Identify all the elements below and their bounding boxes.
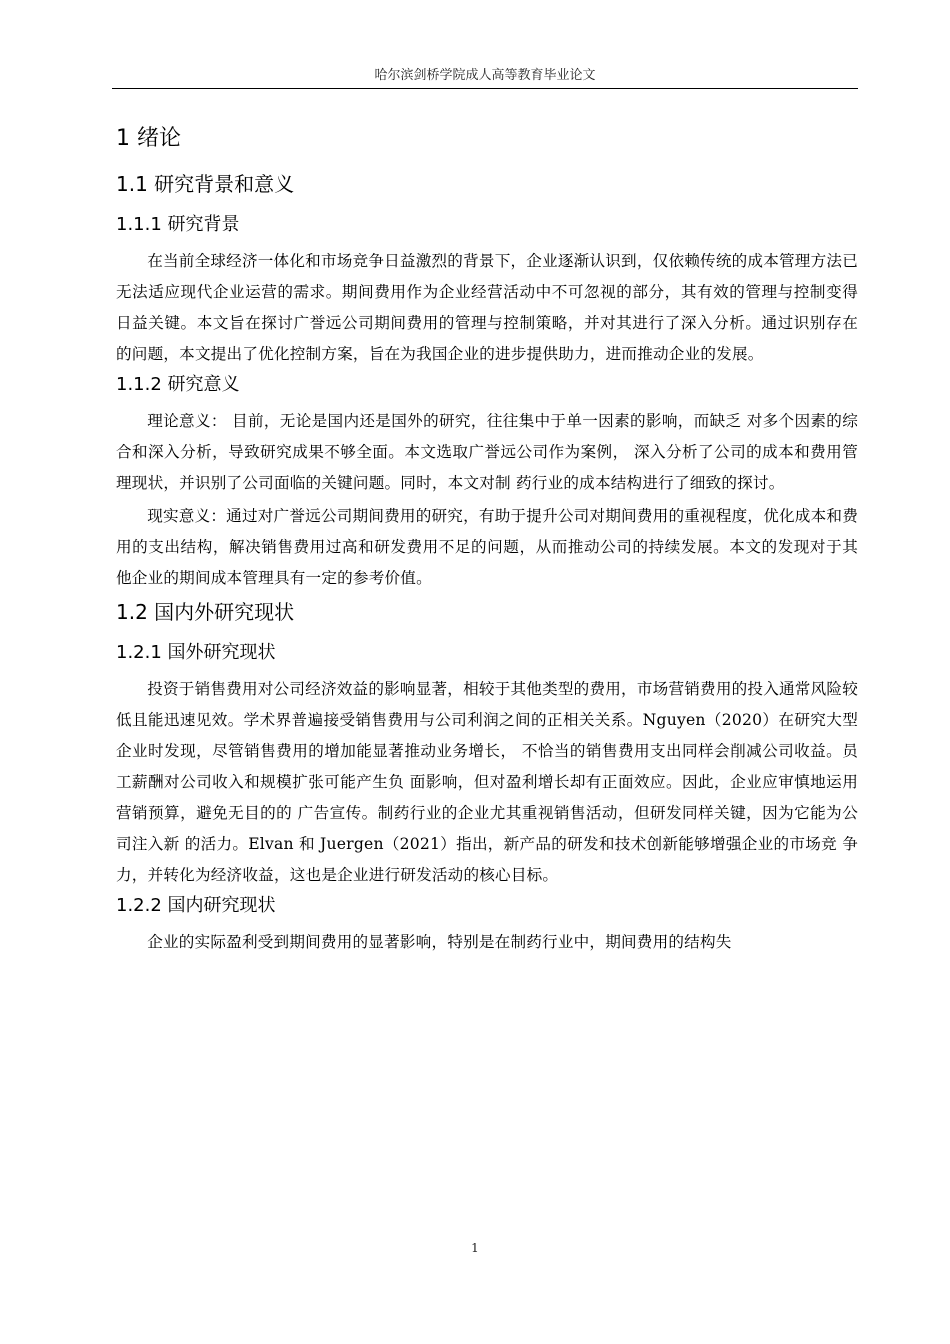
subsection-title-1-1-1: 1.1.1 研究背景 (116, 214, 240, 235)
paragraph-research-background: 在当前全球经济一体化和市场竞争日益激烈的背景下，企业逐渐认识到，仅依赖传统的成本管理方法已无法适应现代企业运营的需求。期间费用作为企业经营活动中不可忽视的部分，其有效的管理与控制变得日益关键。本文旨在探讨广誉远公司期间费用的管理与控制策略，并对其进行了深入分析。通过识别存在的问题，本文提出了优化控制方案，旨在为我国企业的进步提供助力，进而推动企业的发展。 (116, 252, 858, 363)
paragraph-theoretical-significance: 理论意义： 目前，无论是国内还是国外的研究，往往集中于单一因素的影响，而缺乏 对多个因素的综合和深入分析，导致研究成果不够全面。本文选取广誉远公司作为案例， 深入分析了公司的成本和费用管理现状，并识别了公司面临的关键问题。同时，本文对制 药行业的成本结构进行了细致的探讨。 (116, 412, 858, 492)
chapter-title: 1 绪论 (116, 126, 181, 151)
paragraph-domestic-research: 企业的实际盈利受到期间费用的显著影响，特别是在制药行业中，期间费用的结构失 (147, 933, 732, 951)
main-content (116, 118, 858, 960)
subsection-title-1-2-1: 1.2.1 国外研究现状 (116, 642, 276, 663)
header-divider (112, 88, 858, 89)
running-header: 哈尔滨剑桥学院成人高等教育毕业论文 (374, 68, 596, 83)
paragraph-foreign-research: 投资于销售费用对公司经济效益的影响显著，相较于其他类型的费用，市场营销费用的投入通常风险较低且能迅速见效。学术界普遍接受销售费用与公司利润之间的正相关关系。Nguyen（2020）在研究大型企业时发现，尽管销售费用的增加能显著推动业务增长， 不恰当的销售费用支出同样会削减公司收益。员工薪酬对公司收入和规模扩张可能产生负 面影响，但对盈利增长却有正面效应。因此，企业应审慎地运用营销预算，避免无目的的 广告宣传。制药行业的企业尤其重视销售活动，但研发同样关键，因为它能为公司注入新 的活力。Elvan 和 Juergen（2021）指出，新产品的研发和技术创新能够增强企业的市场竞 争力，并转化为经济收益，这也是企业进行研发活动的核心目标。 (116, 680, 858, 884)
page-number: 1 (471, 1241, 479, 1255)
section-title-1-1: 1.1 研究背景和意义 (116, 172, 295, 196)
subsection-title-1-1-2: 1.1.2 研究意义 (116, 374, 240, 395)
subsection-title-1-2-2: 1.2.2 国内研究现状 (116, 895, 276, 916)
paragraph-practical-significance: 现实意义：通过对广誉远公司期间费用的研究，有助于提升公司对期间费用的重视程度，优化成本和费用的支出结构，解决销售费用过高和研发费用不足的问题，从而推动公司的持续发展。本文的发现对于其他企业的期间成本管理具有一定的参考价值。 (116, 507, 858, 587)
section-title-1-2: 1.2 国内外研究现状 (116, 600, 295, 624)
